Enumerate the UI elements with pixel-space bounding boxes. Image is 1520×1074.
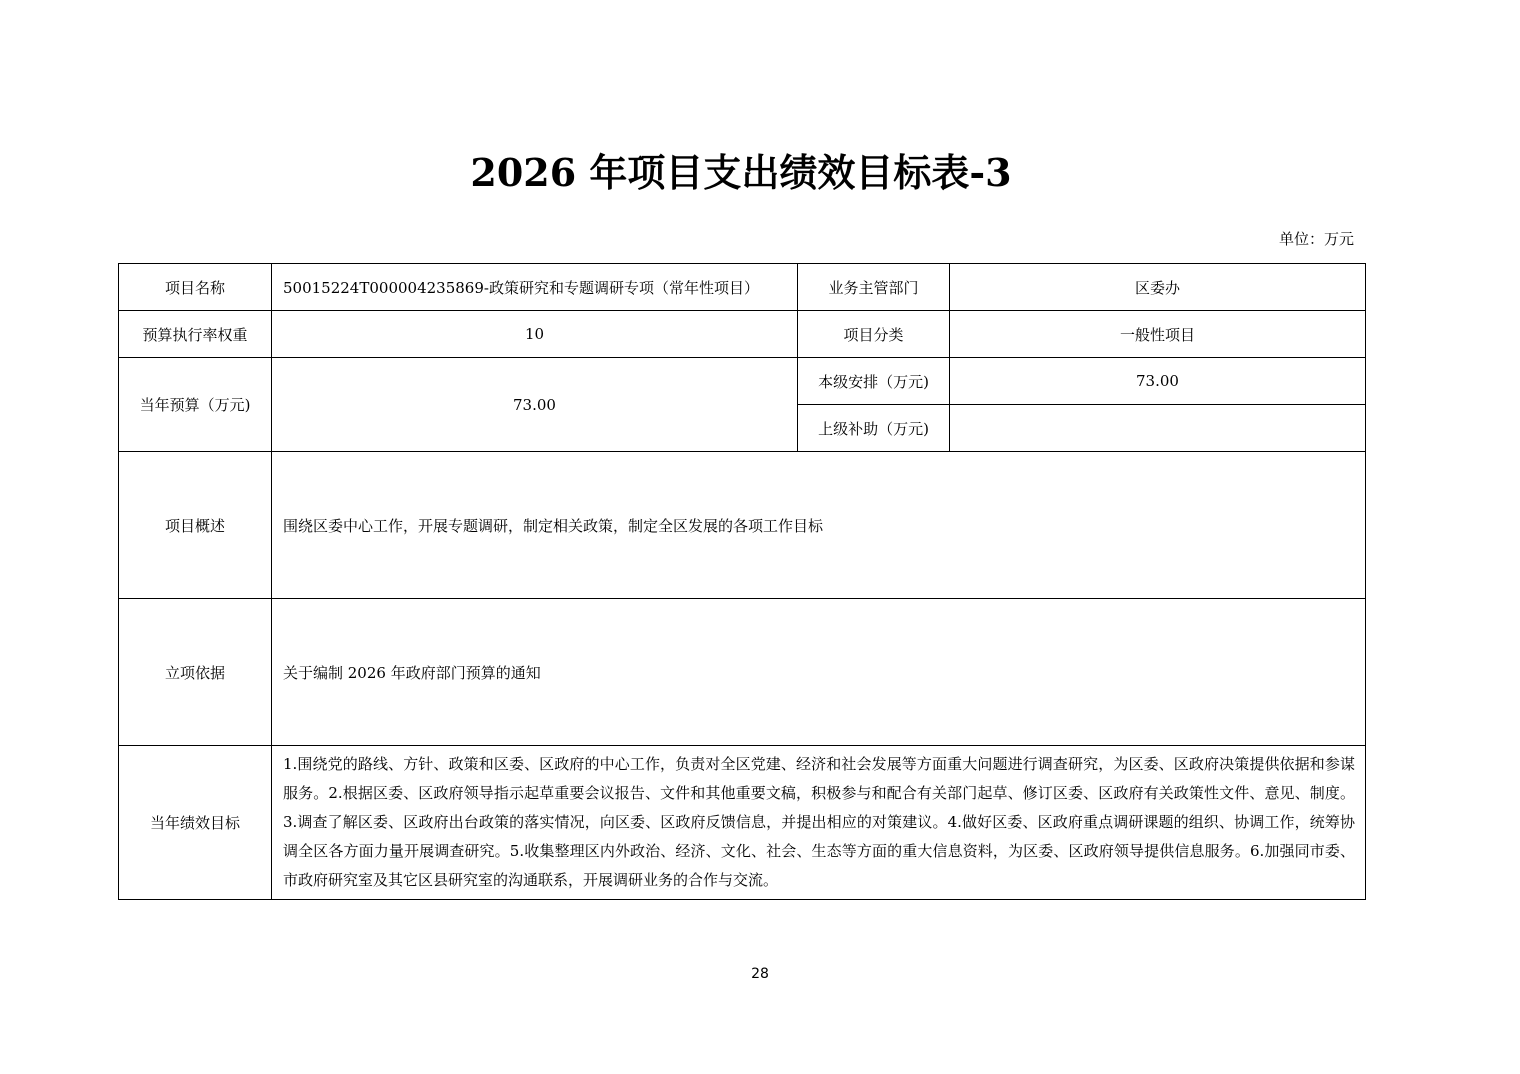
page-title: 2026 年项目支出绩效目标表-3: [470, 150, 1012, 195]
annual-budget-label: 当年预算（万元): [119, 358, 272, 452]
table-row: [119, 264, 1366, 311]
basis-value: 关于编制 2026 年政府部门预算的通知: [272, 599, 1366, 746]
local-allocation-label: 本级安排（万元): [798, 358, 950, 405]
dept-value: 区委办: [950, 264, 1366, 311]
superior-subsidy-value: [950, 405, 1366, 452]
local-allocation-value: 73.00: [950, 358, 1366, 405]
budget-weight-label: 预算执行率权重: [119, 311, 272, 358]
project-name-label: 项目名称: [119, 264, 272, 311]
goal-label: 当年绩效目标: [119, 746, 272, 900]
budget-weight-value: 10: [272, 311, 798, 358]
unit-label: 单位：万元: [1278, 230, 1354, 248]
category-value: 一般性项目: [950, 311, 1366, 358]
table-row: [119, 599, 1366, 746]
overview-value: 围绕区委中心工作，开展专题调研，制定相关政策，制定全区发展的各项工作目标: [272, 452, 1366, 599]
basis-label: 立项依据: [119, 599, 272, 746]
superior-subsidy-label: 上级补助（万元): [798, 405, 950, 452]
category-label: 项目分类: [798, 311, 950, 358]
annual-budget-value: 73.00: [272, 358, 798, 452]
performance-target-table: [118, 263, 1366, 900]
dept-label: 业务主管部门: [798, 264, 950, 311]
goal-value: 1.围绕党的路线、方针、政策和区委、区政府的中心工作，负责对全区党建、经济和社会发展等方面重大问题进行调查研究，为区委、区政府决策提供依据和参谋服务。2.根据区委、区政府领导指示起草重要会议报告、文件和其他重要文稿，积极参与和配合有关部门起草、修订区委、区政府有关政策性文件、意见、制度。3.调查了解区委、区政府出台政策的落实情况，向区委、区政府反馈信息，并提出相应的对策建议。4.做好区委、区政府重点调研课题的组织、协调工作，统筹协调全区各方面力量开展调查研究。5.收集整理区内外政治、经济、文化、社会、生态等方面的重大信息资料，为区委、区政府领导提供信息服务。6.加强同市委、市政府研究室及其它区县研究室的沟通联系，开展调研业务的合作与交流。: [272, 746, 1366, 900]
page-number: 28: [751, 966, 769, 982]
table-row: [119, 452, 1366, 599]
table-row: [119, 358, 1366, 405]
table-row: [119, 746, 1366, 900]
project-name-value: 50015224T000004235869-政策研究和专题调研专项（常年性项目）: [272, 264, 798, 311]
table-row: [119, 311, 1366, 358]
overview-label: 项目概述: [119, 452, 272, 599]
